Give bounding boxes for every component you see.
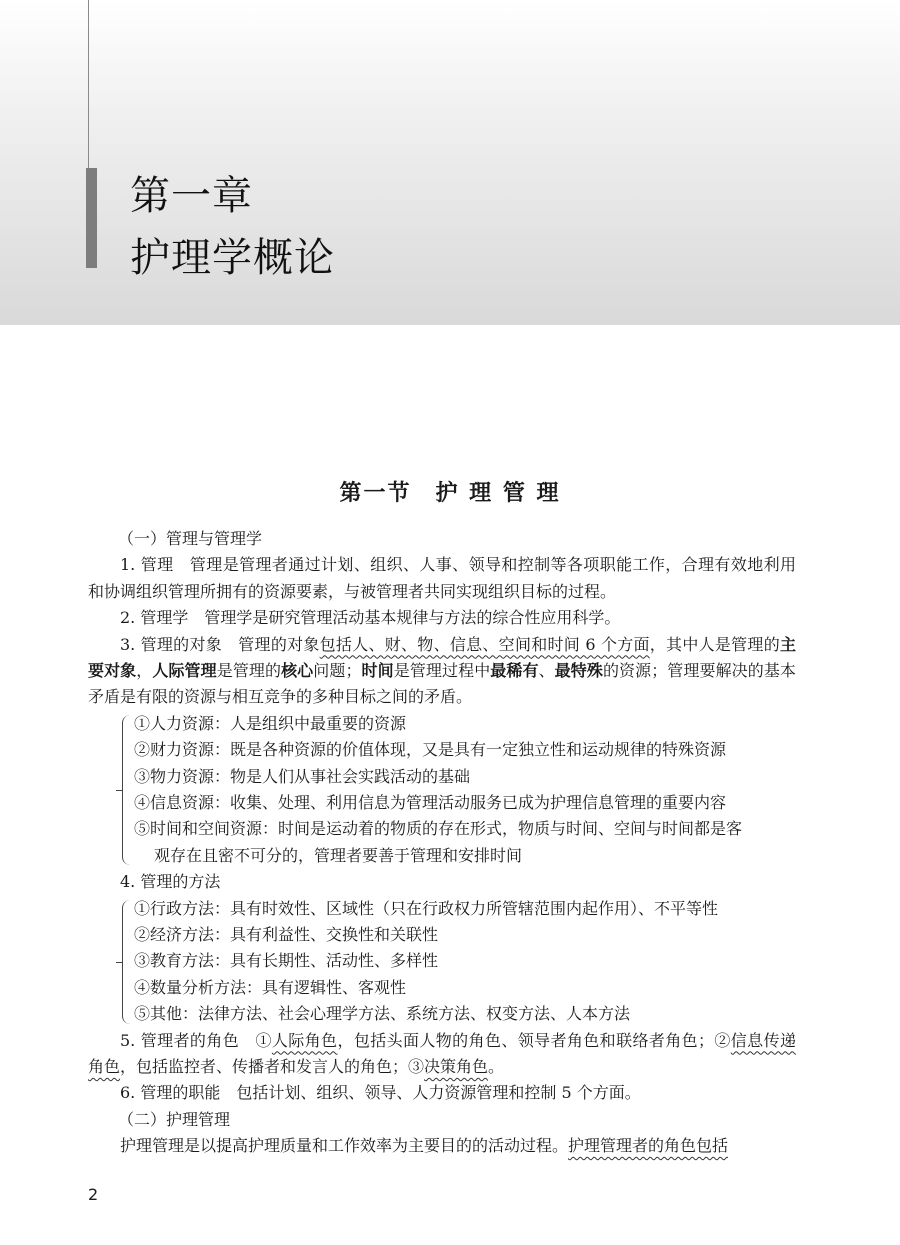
methods-list	[88, 896, 796, 1028]
underlined-text: 护理管理者的角色包括	[568, 1136, 729, 1156]
list-item: ②财力资源：既是各种资源的价值体现，又是具有一定独立性和运动规律的特殊资源	[134, 740, 727, 760]
paragraph-management-science: 2. 管理学 管理学是研究管理活动基本规律与方法的综合性应用科学。	[120, 608, 621, 628]
chapter-accent-bar	[86, 168, 97, 268]
list-item: ①人力资源：人是组织中最重要的资源	[134, 713, 407, 733]
underlined-text: 决策角色	[424, 1056, 489, 1076]
list-item: ④数量分析方法：具有逻辑性、客观性	[134, 977, 407, 997]
section-title: 第一节 护 理 管 理	[339, 480, 561, 506]
list-item: ⑤时间和空间资源：时间是运动着的物质的存在形式，物质与时间、空间与时间都是客	[134, 819, 743, 839]
subheading-management: （一）管理与管理学	[118, 529, 263, 548]
underlined-text: 人际角色	[271, 1030, 338, 1050]
bold-text: 最特殊	[554, 661, 603, 681]
paragraph-manager-roles: 5. 管理者的角色 ①人际角色，包括头面人物的角色、领导者角色和联络者角色；②信息传递角色，包括监控者、传播者和发言人的角色；③决策角色。	[88, 1030, 796, 1076]
underlined-text: 包括人、财、物、信息、空间和时间 6 个方面	[319, 634, 650, 654]
list-item: ④信息资源：收集、处理、利用信息为管理活动服务已成为护理信息管理的重要内容	[134, 793, 727, 812]
methods-heading: 4. 管理的方法	[120, 872, 221, 892]
list-item: ②经济方法：具有利益性、交换性和关联性	[134, 924, 439, 944]
list-item: ⑤其他：法律方法、社会心理学方法、系统方法、权变方法、人本方法	[134, 1004, 631, 1024]
body-text	[88, 526, 796, 1160]
subheading-nursing-management: （二）护理管理	[118, 1109, 231, 1129]
brace-bracket	[122, 715, 131, 865]
brace-bracket	[122, 900, 131, 1024]
underlined-text: 信息传递角色	[88, 1030, 796, 1076]
paragraph-management-objects: 3. 管理的对象 管理的对象包括人、财、物、信息、空间和时间 6 个方面，其中人是管理的主要对象，人际管理是管理的核心问题；时间是管理过程中最稀有、最特殊的资源；管理要解决的基本矛盾是有限的资源与相互竞争的多种目标之间的矛盾。	[88, 634, 796, 707]
chapter-title: 护理学概论	[130, 235, 335, 281]
resources-list	[88, 711, 796, 869]
bold-text: 核心	[281, 661, 314, 681]
list-item: ③教育方法：具有长期性、活动性、多样性	[134, 951, 439, 971]
paragraph-management: 1. 管理 管理是管理者通过计划、组织、人事、领导和控制等各项职能工作，合理有效地利用和协调组织管理所拥有的资源要素，与被管理者共同实现组织目标的过程。	[88, 555, 796, 601]
bold-text: 时间	[361, 661, 394, 681]
chapter-number: 第一章	[130, 173, 253, 219]
bold-text: 最稀有	[490, 661, 539, 681]
header-rule	[88, 0, 89, 170]
bold-text: 主要对象	[88, 634, 796, 681]
bold-text: 人际管理	[152, 661, 217, 681]
list-item-continuation: 观存在且密不可分的，管理者要善于管理和安排时间	[154, 845, 523, 865]
paragraph-nursing-management: 护理管理是以提高护理质量和工作效率为主要目的的活动过程。护理管理者的角色包括	[120, 1136, 729, 1156]
list-item: ①行政方法：具有时效性、区域性（只在行政权力所管辖范围内起作用）、不平等性	[134, 898, 719, 918]
paragraph-management-functions: 6. 管理的职能 包括计划、组织、领导、人力资源管理和控制 5 个方面。	[120, 1083, 641, 1103]
list-item: ③物力资源：物是人们从事社会实践活动的基础	[134, 766, 471, 786]
page-number: 2	[88, 1185, 99, 1204]
